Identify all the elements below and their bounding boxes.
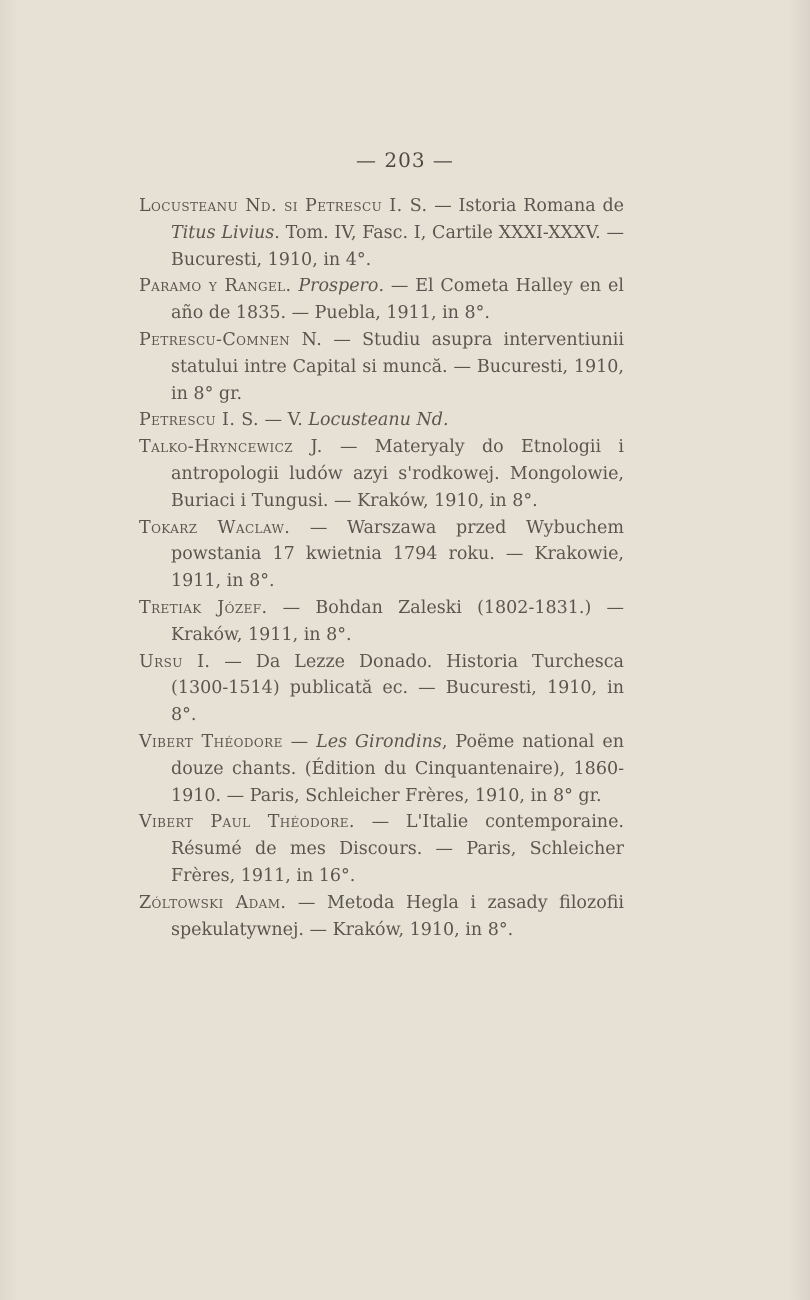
bibliography-list [139,193,624,943]
entry-author: Tokarz Waclaw. [139,517,291,538]
bibliography-entry [139,809,624,889]
bibliography-entry [139,890,624,944]
entry-title: Prospero [298,276,379,297]
entry-title: Les Girondins [316,731,442,752]
entry-text: — Bohdan Zaleski (1802-1831.) — Kraków, 1911, in 8°. [171,597,624,645]
entry-text: — Da Lezze Donado. Historia Turchesca (1300-1514) publicată ec. — Bucuresti, 1910, in 8°. [171,651,624,726]
entry-title: Titus Livius [171,222,275,243]
bibliography-entry [139,327,624,407]
bibliography-entry [139,273,624,327]
entry-text-after: . Tom. IV, Fasc. I, Cartile XXXI-XXXV. — Bucuresti, 1910, in 4°. [171,222,624,270]
entry-author: Vibert Paul Théodore. [139,812,355,833]
entry-author: Zóltowski Adam. [139,892,287,913]
entry-title: Locusteanu Nd. [308,410,449,431]
entry-text: — L'Italie contemporaine. Résumé de mes Discours. — Paris, Schleicher Frères, 1911, in 16°. [171,812,624,886]
entry-author: Talko-Hryncewicz J. [139,437,323,458]
entry-author: Vibert Théodore [139,731,283,752]
entry-author: Paramo y Rangel. [139,276,292,297]
entry-text: — Metoda Hegla i zasady filozofii spekulatywnej. — Kraków, 1910, in 8°. [171,892,624,940]
entry-text: — Warszawa przed Wybuchem powstania 17 kwietnia 1794 roku. — Krakowie, 1911, in 8°. [171,517,624,592]
bibliography-entry [139,515,624,595]
bibliography-entry [139,595,624,649]
entry-text-after: , Poëme national en douze chants. (Édition du Cinquantenaire), 1860-1910. — Paris, Schleicher Frères, 1910, in 8° gr. [171,731,624,806]
bibliography-entry [139,729,624,809]
bibliography-entry [139,649,624,729]
entry-text-after: . — El Cometa Halley en el año de 1835. — Puebla, 1911, in 8°. [171,276,624,324]
entry-author: Ursu I. [139,651,211,672]
entry-text: — V. [258,410,309,431]
entry-author: Petrescu-Comnen N. [139,329,323,350]
page-number: — 203 — [356,148,454,172]
bibliography-entry [139,434,624,514]
bibliography-entry [139,407,624,434]
entry-text: — Studiu asupra interventiunii statului intre Capital si muncă. — Bucuresti, 1910, in 8° gr. [171,329,624,404]
entry-author: Petrescu I. S. [139,410,259,431]
entry-text: — Materyaly do Etnologii i antropologii ludów azyi s'rodkowej. Mongolowie, Buriaci i Tungusi. — Kraków, 1910, in 8°. [171,437,625,511]
entry-text: — Istoria Romana de [427,196,624,216]
entry-author: Tretiak Józef. [139,597,268,618]
entry-author: Locusteanu Nd. si Petrescu I. S. [139,196,428,216]
bibliography-entry [139,193,624,273]
entry-text: — [282,731,317,752]
